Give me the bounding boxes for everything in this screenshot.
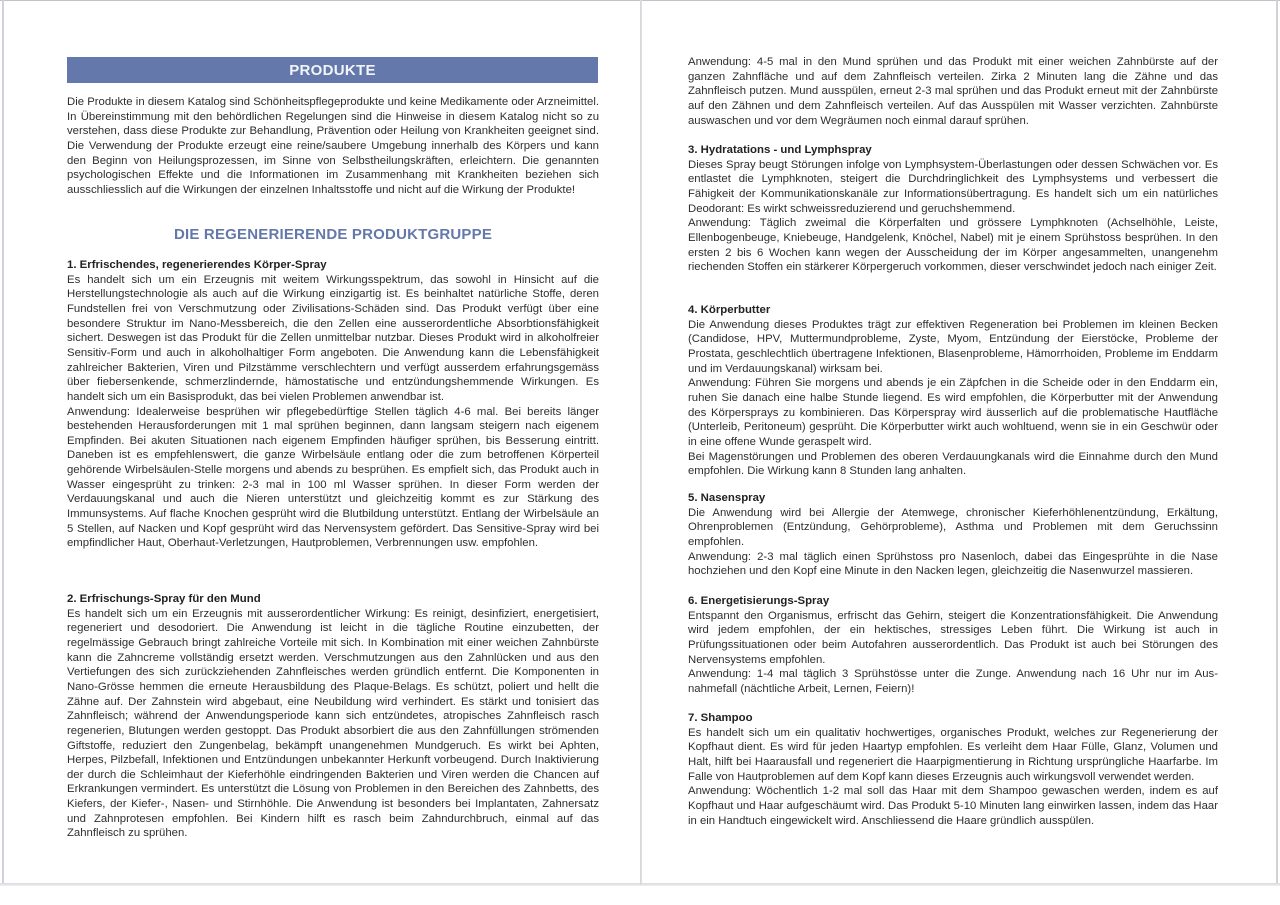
product-title: 4. Körperbutter	[688, 304, 771, 316]
product-description: Dieses Spray beugt Störungen infolge von Lymphsystem-Überlastungen oder dessen Schwächen vor. Es entlastet die Lymphknoten, steigert die Durchdringlichkeit des Lymphsystems und verbessert die Fähigkeit der Kommunikationskanäle zur Informationsübertragung. Es handelt sich um ein natürliches Deodorant: Es wirkt schweissreduzierend und geruchshemmend.	[688, 158, 1218, 215]
product-section	[67, 258, 599, 551]
product-description: Es handelt sich um ein qualitativ hochwertiges, organisches Produkt, welches zur Regenerierung der Kopfhaut dient. Es wird für jeden Haartyp empfohlen. Es verleiht dem Haar Fülle, Glanz, Volumen und Halt, hilft bei Haarausfall und regeneriert die Haarpigmentierung in Richtung ursprüngliche Haarfarbe. Im Falle von Hautproblemen auf dem Kopf kann dieses Erzeugnis auch wirkungsvoll verwendet werden.	[688, 726, 1218, 783]
product-section	[688, 711, 1218, 828]
product-usage: Anwendung: Täglich zweimal die Körperfalten und grössere Lymphknoten (Achselhöhle, Leiste, Ellenbogenbeuge, Kniebeuge, Handgelenk, Knöchel, Nabel) mit je einem Sprühstoss besprühen. In den ersten 2 bis 6 Wochen kann wegen der Ausscheidung der im Körper angesammelten, unangenehm riechenden Stoffen ein stärkerer Körpergeruch vorkommen, dieser verschwindet jedoch nach einiger Zeit.	[688, 217, 1218, 274]
product-section	[688, 143, 1218, 275]
product-usage: Anwendung: 1-4 mal täglich 3 Sprühstösse unter die Zunge. Anwendung nach 16 Uhr nur im Ausnahmefall (nächtliche Arbeit, Lernen, Feiern)!	[688, 668, 1218, 695]
product-usage: Anwendung: Führen Sie morgens und abends je ein Zäpfchen in die Scheide oder in den Enddarm ein, ruhen Sie danach eine halbe Stunde liegend. Es wird empfohlen, die Körperbutter mit der Anwendung des Körpersprays zu kombinieren. Das Körperspray wird äusserlich auf die problematische Hautfläche (Unterleib, Peritoneum) gesprüht. Die Körperbutter wirkt auch wohltuend, wenn sie in ein Geschwür oder in eine offene Wunde geraspelt wird.	[688, 377, 1218, 448]
product-title: 7. Shampoo	[688, 712, 753, 724]
center-gutter	[640, 0, 642, 885]
product-section	[688, 594, 1218, 697]
product-group-title: DIE REGENERIERENDE PRODUKTGRUPPE	[173, 226, 493, 243]
product-section	[688, 303, 1218, 479]
product-title: 6. Energetisierungs-Spray	[688, 595, 830, 607]
page-edge-right	[1276, 0, 1278, 885]
product-section	[688, 491, 1218, 579]
product-usage: Anwendung: 2-3 mal täglich einen Sprühstoss pro Nasenloch, dabei das Eingesprühte in die Nase hochziehen und den Kopf eine Minute in den Nacken legen, gleichzeitig die Nasenwurzel massieren.	[688, 550, 1218, 578]
page-edge-left	[2, 0, 4, 885]
product-usage: Anwendung: Wöchentlich 1-2 mal soll das Haar mit dem Shampoo gewaschen werden, indem es auf Kopfhaut und Haar aufgeschäumt wird. Das Produkt 5-10 Minuten lang einwirken lassen, indem das Haar in ein Handtuch eingewickelt wird. Anschliessend die Haare gründlich ausspülen.	[688, 785, 1218, 827]
section-banner	[67, 57, 598, 83]
product-section	[67, 592, 599, 841]
product-description: Entspannt den Organismus, erfrischt das Gehirn, steigert die Konzentrationsfähigkeit. Die Anwendung wird jedem empfohlen, der ein hektisches, stressiges Leben führt. Die Wirkung ist auch in Prüfungssituationen oder beim Autofahren ausserordentlich. Das Produkt ist auch bei Störungen des Nervensystems empfohlen.	[688, 609, 1218, 666]
disclaimer-paragraph: Die Produkte in diesem Katalog sind Schönheitspflegeprodukte und keine Medikamente oder Arzneimittel. In Übereinstimmung mit den behördlichen Regelungen sind die Hinweise in diesem Katalog nicht so zu verstehen, dass diese Produkte zur Behandlung, Prävention oder Heilung von Krankheiten geeignet sind. Die Verwendung der Produkte erzeugt eine reine/saubere Umgebung innerhalb des Körpers und kann den Beginn von Heilungsprozessen, im Sinne von Selbstheilungskräften, erleichtern. Die genannten psychologischen Effekte und die Informationen im Zusammenhang mit Krankheiten beziehen sich ausschliesslich auf die Wirkungen der einzelnen Inhaltsstoffe und nicht auf die Wirkung der Produkte!	[67, 96, 599, 196]
product-description: Die Anwendung wird bei Allergie der Atemwege, chronischer Kieferhöhlenentzündung, Erkältung, Ohrenproblemen (Entzündung, Gehörprobleme), Asthma und Problemen mit dem Geruchssinn empfohlen.	[688, 506, 1218, 548]
product-usage: Anwendung: Idealerweise besprühen wir pflegebedürftige Stellen täglich 4-6 mal. Bei bereits länger bestehenden Herausforderungen mit 1 mal sprühen beginnen, dann langsam steigern nach eigenem Empfinden. Bei akuten Situationen nach eigenem Empfinden häufiger sprühen, bis Besserung eintritt. Daneben ist es empfehlenswert, die ganze Wirbelsäule entlang oder die zum betroffenen Körperteil gehörende Wirbelsäulen-Stelle morgens und abends zu besprühen. Es empfielt sich, das Produkt auch in Wasser eingesprüht zu trinken: 2-3 mal in 100 ml Wasser sprühen. In dieser Form werden der Verdauungskanal und auch die Nieren unterstützt und gleichzeitig kommt es zur Stärkung des Immunsystems. Auf flache Knochen gesprüht wird die Blutbildung unterstützt. Entlang der Wirbelsäule an 5 Stellen, auf Nacken und Kopf gesprüht wird das Nervensystem gefördert. Das Sensitive-Spray wird bei empfindlicher Haut, Oberhaut-Verletzungen, Hautproblemen, Verbrennungen usw. empfohlen.	[67, 405, 599, 550]
product-title: 5. Nasenspray	[688, 492, 766, 504]
product-title: 3. Hydratations - und Lymphspray	[688, 144, 872, 156]
banner-title: PRODUKTE	[289, 61, 376, 79]
continued-usage-paragraph: Anwendung: 4-5 mal in den Mund sprühen und das Produkt mit einer weichen Zahnbürste auf der ganzen Zahnfläche und auf dem Zahnfleisch verteilen. Zirka 2 Minuten lang die Zähne und das Zahnfleisch putzen. Mund ausspülen, erneut 2-3 mal sprühen und das Produkt erneut mit der Zahnbürste auf den Zähnen und dem Zahnfleisch verteilen. Auf das Ausspülen mit Wasser verzichten. Zahnbürste auswaschen und vor dem Wegräumen noch einmal darauf sprühen.	[688, 56, 1218, 127]
product-title: 1. Erfrischendes, regenerierendes Körper-Spray	[67, 259, 327, 271]
product-description: Es handelt sich um ein Erzeugnis mit ausserordentlicher Wirkung: Es reinigt, desinfiziert, energetisiert, regeneriert und desodoriert. Die Anwendung ist leicht in die tägliche Routine einzubetten, der regelmässige Gebrauch bringt zahlreiche Vorteile mit sich. In Kombination mit einer weichen Zahnbürste kann die Zahncreme vollständig ersetzt werden. Verschmutzungen aus den Zahnlücken und aus den Vertiefungen des sich zurückziehenden Zahnfleisches werden gründlich entfernt. Die Komponenten in Nano-Grösse hemmen die erneute Herausbildung des Plaque-Belags. Es schützt, poliert und hellt die Zähne auf. Der Zahnstein wird abgebaut, eine Neubildung wird verhindert. Es stärkt und tonisiert das Zahnfleisch; während der Anwendungsperiode kann sich entzündetes, atropisches Zahnfleisch rasch regenerien, Blutungen werden gestoppt. Das Produkt absorbiert die aus den Zahnfüllungen strömenden Giftstoffe, reduziert den Zungenbelag, bekämpft unangenehmen Mundgeruch. Es wirkt bei Aphten, Herpes, Pilzbefall, Infektionen und Entzündungen unbekannter Herkunft vorbeugend. Durch Inaktivierung der durch die Schleimhaut der Kieferhöhle eindringenden Bakterien und Viren werden die Chancen auf Erkrankungen vermindert. Es unterstützt die Lösung von Problemen in den Bereichen des Zahnbetts, des Kiefers, der Kiefer-, Nasen- und Stirnhöhle. Die Anwendung ist besonders bei Implantaten, Zahnersatz und Zahnprotesen empfohlen. Bei Kindern hilft es rasch beim Zahndurchbruch, einmal auf das Zahnfleisch zu sprühen.	[67, 607, 599, 840]
product-description: Es handelt sich um ein Erzeugnis mit weitem Wirkungsspektrum, das sowohl in Hinsicht auf die Herstellungstechnologie als auch auf die Wirkung einzigartig ist. Es beinhaltet natürliche Stoffe, deren Fundstellen frei von Verschmutzung oder Zivilisations-Schäden sind. Das Produkt verfügt über eine besondere Struktur im Nano-Messbereich, die den Zellen eine ausserordentliche Absorbtionsfähigkeit sichert. Deswegen ist das Produkt für die Zellen unmittelbar nutzbar. Dieses Produkt wird in alkoholfreier Sensitiv-Form und auch in alkoholhaltiger Form angeboten. Die Anwendung kann die Lebensfähigkeit zahlreicher Bakterien, Viren und Pilzstämme verschlechtern und verfügt ausserdem erfahrungsgemäss über fiebersenkende, schmerzlindernde, hämostatische und entzündungshemmende Wirkungen. Es handelt sich um ein Basisprodukt, das bei vielen Problemen anwendbar ist.	[67, 273, 599, 403]
product-description: Die Anwendung dieses Produktes trägt zur effektiven Regeneration bei Problemen im kleinen Becken (Candidose, HPV, Muttermundprobleme, Zyste, Myom, Entzündung der Eierstöcke, Probleme der Prostata, geschlechtlich übertragene Infektionen, Blasenprobleme, Hämorrhoiden, Probleme im Enddarm und im Verdauungskanal) wirksam bei.	[688, 318, 1218, 375]
product-title: 2. Erfrischungs-Spray für den Mund	[67, 593, 261, 605]
product-extra-note: Bei Magenstörungen und Problemen des oberen Verdauungkanals wird die Einnahme durch den Mund empfohlen. Die Wirkung kann 8 Stunden lang anhalten.	[688, 450, 1218, 478]
